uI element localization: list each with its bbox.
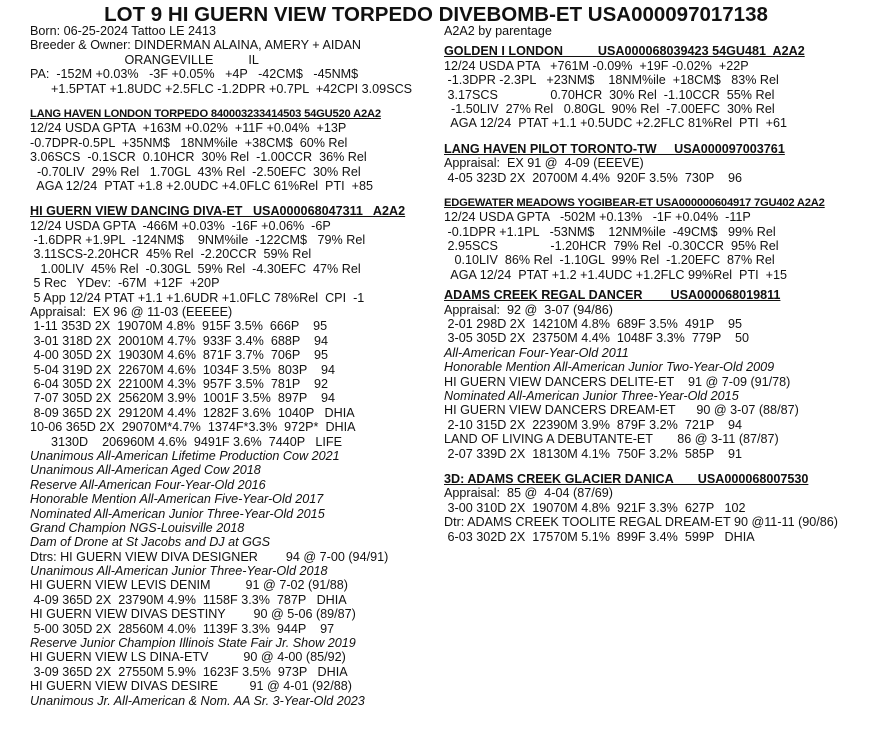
pedigree-line: 12/24 USDA GPTA +163M +0.02% +11F +0.04% +13P	[30, 121, 347, 136]
pedigree-line: Honorable Mention All-American Junior Two-Year-Old 2009	[444, 360, 775, 375]
left-column	[30, 24, 450, 708]
pedigree-line: Appraisal: 85 @ 4-04 (87/69)	[444, 486, 613, 501]
pedigree-line: -1.3DPR -2.3PL +23NM$ 18NM%ile +18CM$ 83% Rel	[444, 73, 779, 88]
pedigree-line: Born: 06-25-2024 Tattoo LE 2413	[30, 24, 217, 38]
spacer	[30, 193, 450, 204]
lot-title: LOT 9 HI GUERN VIEW TORPEDO DIVEBOMB-ET USA000097017138	[104, 3, 768, 26]
pedigree-line: Honorable Mention All-American Five-Year-Old 2017	[30, 492, 324, 507]
pedigree-line: 12/24 USDA PTA +761M -0.09% +19F -0.02% +22P	[444, 58, 749, 73]
pedigree-line: Unanimous All-American Junior Three-Year-Old 2018	[30, 564, 328, 579]
pedigree-line: A2A2 by parentage	[444, 24, 552, 38]
pedigree-line: 3-01 318D 2X 20010M 4.7% 933F 3.4% 688P 94	[30, 333, 329, 348]
pedigree-line: 3-00 310D 2X 19070M 4.8% 921F 3.3% 627P 102	[444, 500, 746, 515]
pedigree-heading: LANG HAVEN LONDON TORPEDO 840003233414503 54GU520 A2A2	[30, 107, 381, 120]
pedigree-line: 4-09 365D 2X 23790M 4.9% 1158F 3.3% 787P DHIA	[30, 592, 347, 607]
pedigree-line: Grand Champion NGS-Louisville 2018	[30, 520, 245, 535]
pedigree-line: -1.50LIV 27% Rel 0.80GL 90% Rel -7.00EFC 30% Rel	[444, 101, 775, 116]
pedigree-line: 3.06SCS -0.1SCR 0.10HCR 30% Rel -1.00CCR 36% Rel	[30, 150, 367, 165]
pedigree-line: 3.17SCS 0.70HCR 30% Rel -1.10CCR 55% Rel	[444, 87, 775, 102]
pedigree-line: 3-05 305D 2X 23750M 4.4% 1048F 3.3% 779P 50	[444, 331, 750, 346]
spacer	[30, 96, 450, 107]
pedigree-line: Dtrs: HI GUERN VIEW DIVA DESIGNER 94 @ 7-00 (94/91)	[30, 549, 389, 564]
pedigree-heading: GOLDEN I LONDON USA000068039423 54GU481 A2A2	[444, 44, 805, 59]
spacer	[444, 131, 864, 142]
pedigree-line: 0.10LIV 86% Rel -1.10GL 99% Rel -1.20EFC 87% Rel	[444, 253, 775, 268]
pedigree-line: -0.70LIV 29% Rel 1.70GL 43% Rel -2.50EFC 30% Rel	[30, 164, 361, 179]
pedigree-line: Nominated All-American Junior Three-Year-Old 2015	[30, 506, 325, 521]
pedigree-line: HI GUERN VIEW DANCERS DREAM-ET 90 @ 3-07 (88/87)	[444, 403, 799, 418]
pedigree-line: 2-10 315D 2X 22390M 3.9% 879F 3.2% 721P 94	[444, 417, 743, 432]
pedigree-line: AGA 12/24 PTAT +1.8 +2.0UDC +4.0FLC 61%Rel PTI +85	[30, 178, 374, 193]
pedigree-line: ORANGEVILLE IL	[30, 52, 259, 67]
pedigree-line: 4-00 305D 2X 19030M 4.6% 871F 3.7% 706P 95	[30, 348, 329, 363]
pedigree-line: 12/24 USDA GPTA -502M +0.13% -1F +0.04% -11P	[444, 210, 751, 225]
pedigree-heading: ADAMS CREEK REGAL DANCER USA000068019811	[444, 288, 781, 303]
pedigree-line: All-American Four-Year-Old 2011	[444, 345, 629, 360]
pedigree-line: 1.00LIV 45% Rel -0.30GL 59% Rel -4.30EFC 47% Rel	[30, 261, 361, 276]
pedigree-line: 2-07 339D 2X 18130M 4.1% 750F 3.2% 585P 91	[444, 446, 743, 461]
pedigree-line: Reserve All-American Four-Year-Old 2016	[30, 477, 266, 492]
pedigree-line: 10-06 365D 2X 29070M*4.7% 1374F*3.3% 972P* DHIA	[30, 420, 356, 435]
pedigree-line: HI GUERN VIEW DIVAS DESIRE 91 @ 4-01 (92/88)	[30, 679, 352, 694]
pedigree-line: 5-04 319D 2X 22670M 4.6% 1034F 3.5% 803P 94	[30, 362, 336, 377]
pedigree-line: Dtr: ADAMS CREEK TOOLITE REGAL DREAM-ET 90 @11-11 (90/86)	[444, 515, 838, 530]
spacer	[444, 461, 864, 472]
pedigree-line: PA: -152M +0.03% -3F +0.05% +4P -42CM$ -45NM$	[30, 67, 359, 82]
pedigree-line: HI GUERN VIEW DIVAS DESTINY 90 @ 5-06 (89/87)	[30, 607, 356, 622]
pedigree-heading: LANG HAVEN PILOT TORONTO-TW USA000097003761	[444, 141, 785, 156]
pedigree-line: Nominated All-American Junior Three-Year-Old 2015	[444, 388, 739, 403]
spacer	[444, 185, 864, 196]
pedigree-line: 8-09 365D 2X 29120M 4.4% 1282F 3.6% 1040P DHIA	[30, 405, 355, 420]
pedigree-line: 3-09 365D 2X 27550M 5.9% 1623F 3.5% 973P DHIA	[30, 664, 348, 679]
pedigree-line: 2-01 298D 2X 14210M 4.8% 689F 3.5% 491P 95	[444, 317, 743, 332]
pedigree-line: 4-05 323D 2X 20700M 4.4% 920F 3.5% 730P 96	[444, 170, 743, 185]
pedigree-line: 3.11SCS-2.20HCR 45% Rel -2.20CCR 59% Rel	[30, 247, 312, 262]
pedigree-line: Dam of Drone at St Jacobs and DJ at GGS	[30, 535, 271, 550]
pedigree-line: -0.7DPR-0.5PL +35NM$ 18NM%ile +38CM$ 60% Rel	[30, 135, 348, 150]
pedigree-line: Unanimous All-American Aged Cow 2018	[30, 463, 261, 478]
pedigree-line: 12/24 USDA GPTA -466M +0.03% -16F +0.06% -6P	[30, 218, 331, 233]
pedigree-line: 6-04 305D 2X 22100M 4.3% 957F 3.5% 781P 92	[30, 376, 329, 391]
pedigree-line: 3130D 206960M 4.6% 9491F 3.6% 7440P LIFE	[30, 434, 343, 449]
pedigree-heading: 3D: ADAMS CREEK GLACIER DANICA USA000068007530	[444, 471, 809, 486]
pedigree-line: Unanimous Jr. All-American & Nom. AA Sr. 3-Year-Old 2023	[30, 693, 365, 708]
pedigree-heading: EDGEWATER MEADOWS YOGIBEAR-ET USA000000604917 7GU402 A2A2	[444, 196, 825, 209]
pedigree-line: Appraisal: 92 @ 3-07 (94/86)	[444, 302, 613, 317]
pedigree-line: HI GUERN VIEW LEVIS DENIM 91 @ 7-02 (91/88)	[30, 578, 348, 593]
pedigree-line: AGA 12/24 PTAT +1.1 +0.5UDC +2.2FLC 81%Rel PTI +61	[444, 116, 788, 131]
pedigree-line: 5 Rec YDev: -67M +12F +20P	[30, 276, 220, 291]
pedigree-line: 5-00 305D 2X 28560M 4.0% 1139F 3.3% 944P 97	[30, 621, 335, 636]
pedigree-line: Unanimous All-American Lifetime Production Cow 2021	[30, 448, 340, 463]
pedigree-line: -1.6DPR +1.9PL -124NM$ 9NM%ile -122CM$ 79% Rel	[30, 233, 366, 248]
pedigree-line: -0.1DPR +1.1PL -53NM$ 12NM%ile -49CM$ 99% Rel	[444, 224, 776, 239]
pedigree-line: 1-11 353D 2X 19070M 4.8% 915F 3.5% 666P 95	[30, 319, 328, 334]
pedigree-line: AGA 12/24 PTAT +1.2 +1.4UDC +1.2FLC 99%Rel PTI +15	[444, 267, 788, 282]
pedigree-line: +1.5PTAT +1.8UDC +2.5FLC -1.2DPR +0.7PL +42CPI 3.09SCS	[30, 81, 413, 96]
pedigree-line: 2.95SCS -1.20HCR 79% Rel -0.30CCR 95% Rel	[444, 239, 779, 254]
pedigree-line: 5 App 12/24 PTAT +1.1 +1.6UDR +1.0FLC 78%Rel CPI -1	[30, 290, 365, 305]
pedigree-heading: HI GUERN VIEW DANCING DIVA-ET USA000068047311 A2A2	[30, 204, 406, 219]
pedigree-line: Appraisal: EX 96 @ 11-03 (EEEEE)	[30, 305, 233, 320]
pedigree-line: Breeder & Owner: DINDERMAN ALAINA, AMERY + AIDAN	[30, 38, 361, 53]
right-column	[444, 24, 864, 544]
pedigree-line: HI GUERN VIEW DANCERS DELITE-ET 91 @ 7-09 (91/78)	[444, 374, 791, 389]
pedigree-line: 7-07 305D 2X 25620M 3.9% 1001F 3.5% 897P 94	[30, 391, 336, 406]
pedigree-line: HI GUERN VIEW LS DINA-ETV 90 @ 4-00 (85/92)	[30, 650, 346, 665]
pedigree-line: Reserve Junior Champion Illinois State Fair Jr. Show 2019	[30, 636, 356, 651]
pedigree-line: LAND OF LIVING A DEBUTANTE-ET 86 @ 3-11 (87/87)	[444, 432, 779, 447]
pedigree-line: Appraisal: EX 91 @ 4-09 (EEEVE)	[444, 156, 644, 171]
pedigree-line: 6-03 302D 2X 17570M 5.1% 899F 3.4% 599P DHIA	[444, 529, 755, 544]
